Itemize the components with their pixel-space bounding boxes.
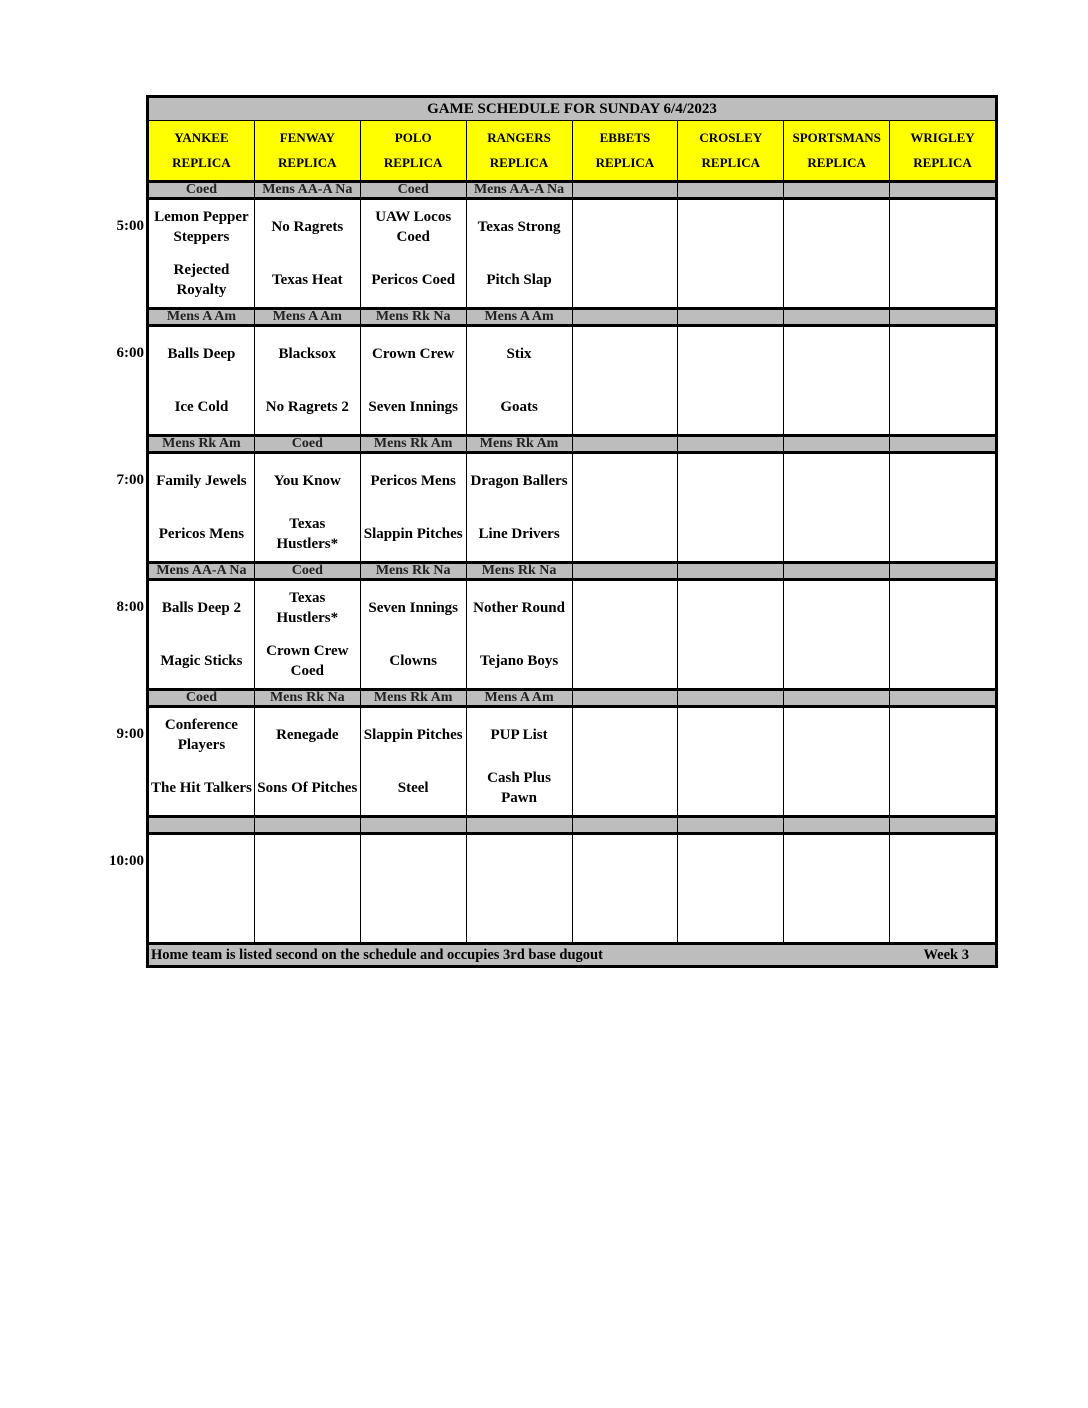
home-team xyxy=(784,508,889,562)
division-label xyxy=(678,564,784,578)
division-label xyxy=(573,818,679,832)
venue-name: YANKEE xyxy=(174,129,229,145)
division-row xyxy=(146,437,998,454)
division-label: Mens A Am xyxy=(255,310,361,324)
away-team xyxy=(678,581,783,635)
game-cell xyxy=(784,708,890,815)
home-team xyxy=(784,254,889,308)
game-cell xyxy=(678,200,784,307)
game-cell xyxy=(573,327,679,434)
game-cell xyxy=(467,835,573,942)
home-team xyxy=(573,762,678,816)
away-team xyxy=(890,835,995,889)
game-row xyxy=(116,327,998,437)
away-team xyxy=(467,835,572,889)
division-label: Mens Rk Am xyxy=(361,691,467,705)
home-team xyxy=(573,508,678,562)
division-label: Coed xyxy=(149,691,255,705)
game-cell xyxy=(678,835,784,942)
division-label xyxy=(678,310,784,324)
home-team: Tejano Boys xyxy=(479,653,559,670)
division-label xyxy=(678,183,784,197)
division-label xyxy=(784,564,890,578)
venue-header xyxy=(149,121,255,183)
home-team: Goats xyxy=(500,399,538,416)
venue-header xyxy=(573,121,679,183)
away-team: Seven Innings xyxy=(368,599,458,616)
division-label: Coed xyxy=(149,183,255,197)
division-label xyxy=(678,437,784,451)
away-team xyxy=(678,454,783,508)
away-team xyxy=(784,200,889,254)
game-cell xyxy=(361,200,467,307)
venue-subtitle: REPLICA xyxy=(807,155,866,171)
division-label xyxy=(890,691,995,705)
division-label: Coed xyxy=(361,183,467,197)
game-cell xyxy=(149,200,255,307)
home-team: Texas Hustlers* xyxy=(276,516,339,553)
division-row xyxy=(146,183,998,200)
away-team: Texas Strong xyxy=(477,218,561,235)
division-row xyxy=(146,818,998,835)
division-label: Mens Rk Na xyxy=(361,310,467,324)
division-label xyxy=(467,818,573,832)
away-team xyxy=(573,708,678,762)
division-row xyxy=(146,310,998,327)
home-team xyxy=(678,762,783,816)
division-label: Mens AA-A Na xyxy=(149,564,255,578)
division-label: Mens Rk Am xyxy=(467,437,573,451)
away-team xyxy=(678,200,783,254)
away-team: Pericos Mens xyxy=(370,472,456,489)
division-label xyxy=(573,564,679,578)
away-team xyxy=(890,708,995,762)
home-team xyxy=(784,762,889,816)
division-label xyxy=(678,691,784,705)
away-team: Renegade xyxy=(276,726,339,743)
week-label: Week 3 xyxy=(923,946,969,963)
venue-header-row xyxy=(146,121,998,183)
away-team: UAW Locos Coed xyxy=(375,208,452,245)
division-label xyxy=(255,818,361,832)
game-cell xyxy=(361,581,467,688)
away-team: Blacksox xyxy=(278,345,337,362)
venue-subtitle: REPLICA xyxy=(913,155,972,171)
venue-header xyxy=(890,121,995,183)
home-team: Clowns xyxy=(389,653,437,670)
away-team: Slappin Pitches xyxy=(363,726,463,743)
home-team xyxy=(255,889,360,943)
venue-subtitle: REPLICA xyxy=(595,155,655,171)
game-cell xyxy=(255,454,361,561)
venue-name: SPORTSMANS xyxy=(792,129,881,145)
home-team: Pitch Slap xyxy=(486,272,552,289)
time-label: 7:00 xyxy=(116,472,144,488)
division-label: Coed xyxy=(255,564,361,578)
game-cell xyxy=(467,327,573,434)
division-label xyxy=(573,691,679,705)
division-row xyxy=(146,691,998,708)
game-cell xyxy=(678,327,784,434)
home-team: Steel xyxy=(397,780,429,797)
home-team: Crown Crew Coed xyxy=(266,643,349,680)
venue-subtitle: REPLICA xyxy=(701,155,761,171)
game-row xyxy=(116,581,998,691)
division-label xyxy=(573,183,679,197)
home-team xyxy=(678,889,783,943)
away-team xyxy=(573,835,678,889)
venue-name: POLO xyxy=(394,129,432,145)
venue-header xyxy=(255,121,361,183)
time-label: 9:00 xyxy=(116,726,144,742)
time-label: 5:00 xyxy=(116,218,144,234)
game-cell xyxy=(890,200,995,307)
venue-name: EBBETS xyxy=(599,129,651,145)
home-team: Pericos Mens xyxy=(158,526,245,543)
game-cell xyxy=(784,835,890,942)
away-team xyxy=(573,200,678,254)
division-label xyxy=(890,183,995,197)
away-team xyxy=(784,708,889,762)
division-label xyxy=(784,437,890,451)
division-label xyxy=(573,310,679,324)
home-team: Line Drivers xyxy=(478,526,560,543)
home-team xyxy=(678,381,783,435)
home-team: The Hit Talkers xyxy=(151,780,252,797)
away-team xyxy=(890,200,995,254)
game-cell xyxy=(890,454,995,561)
game-cell xyxy=(255,200,361,307)
away-team: Conference Players xyxy=(164,716,238,753)
schedule-sheet xyxy=(109,95,998,968)
away-team: Balls Deep 2 xyxy=(161,599,242,616)
game-cell xyxy=(361,454,467,561)
division-label xyxy=(784,310,890,324)
away-team: Balls Deep xyxy=(167,345,236,362)
time-label: 8:00 xyxy=(116,599,144,615)
game-cell xyxy=(361,708,467,815)
away-team: Texas Hustlers* xyxy=(276,589,339,626)
game-cell xyxy=(467,454,573,561)
game-cell xyxy=(149,327,255,434)
home-team xyxy=(361,889,466,943)
division-label xyxy=(784,183,890,197)
game-cell xyxy=(678,454,784,561)
schedule-footer xyxy=(146,945,998,968)
away-team: Nother Round xyxy=(473,599,565,616)
away-team: You Know xyxy=(273,472,341,489)
schedule-title: GAME SCHEDULE FOR SUNDAY 6/4/2023 xyxy=(146,95,998,121)
home-team xyxy=(467,889,572,943)
away-team xyxy=(784,454,889,508)
game-cell xyxy=(255,327,361,434)
division-row xyxy=(146,564,998,581)
home-team: Seven Innings xyxy=(368,399,458,416)
away-team xyxy=(890,454,995,508)
away-team xyxy=(573,581,678,635)
game-row xyxy=(109,835,998,945)
home-team xyxy=(784,381,889,435)
away-team xyxy=(149,835,254,889)
venue-subtitle: REPLICA xyxy=(278,155,337,171)
home-team xyxy=(573,889,678,943)
venue-header xyxy=(784,121,890,183)
division-label: Mens Rk Am xyxy=(361,437,467,451)
home-team xyxy=(890,254,995,308)
home-team xyxy=(890,508,995,562)
division-label xyxy=(890,437,995,451)
game-cell xyxy=(890,835,995,942)
away-team: Family Jewels xyxy=(156,472,247,489)
game-cell xyxy=(149,454,255,561)
game-cell xyxy=(255,581,361,688)
division-label: Mens AA-A Na xyxy=(255,183,361,197)
venue-name: RANGERS xyxy=(487,129,551,145)
game-cell xyxy=(678,708,784,815)
home-team xyxy=(890,762,995,816)
division-label: Mens Rk Na xyxy=(255,691,361,705)
home-team: Rejected Royalty xyxy=(173,262,230,299)
game-cell xyxy=(573,454,679,561)
home-team xyxy=(678,635,783,689)
home-team: Magic Sticks xyxy=(160,653,243,670)
away-team xyxy=(678,835,783,889)
venue-header xyxy=(361,121,467,183)
away-team xyxy=(255,835,360,889)
division-label xyxy=(149,818,255,832)
game-cell xyxy=(361,835,467,942)
away-team xyxy=(678,708,783,762)
schedule-body xyxy=(109,183,998,945)
game-cell xyxy=(255,708,361,815)
home-team xyxy=(573,381,678,435)
division-label: Mens A Am xyxy=(467,310,573,324)
away-team xyxy=(784,327,889,381)
away-team xyxy=(361,835,466,889)
home-team xyxy=(784,635,889,689)
game-cell xyxy=(890,708,995,815)
home-team-note: Home team is listed second on the schedule and occupies 3rd base dugout xyxy=(151,946,603,963)
home-team xyxy=(890,889,995,943)
division-label: Coed xyxy=(255,437,361,451)
game-cell xyxy=(573,835,679,942)
game-row xyxy=(116,454,998,564)
game-cell xyxy=(573,200,679,307)
home-team xyxy=(573,254,678,308)
division-label xyxy=(678,818,784,832)
division-label xyxy=(890,310,995,324)
home-team xyxy=(678,508,783,562)
away-team xyxy=(890,327,995,381)
venue-name: WRIGLEY xyxy=(910,129,975,145)
venue-subtitle: REPLICA xyxy=(383,155,443,171)
home-team xyxy=(784,889,889,943)
venue-name: FENWAY xyxy=(279,129,335,145)
game-cell xyxy=(678,581,784,688)
away-team: PUP List xyxy=(490,726,548,743)
game-cell xyxy=(149,835,255,942)
game-cell xyxy=(890,327,995,434)
division-label: Mens A Am xyxy=(467,691,573,705)
venue-name: CROSLEY xyxy=(699,129,763,145)
venue-header xyxy=(467,121,573,183)
game-cell xyxy=(149,581,255,688)
game-cell xyxy=(361,327,467,434)
game-cell xyxy=(784,581,890,688)
game-cell xyxy=(467,708,573,815)
venue-header xyxy=(678,121,784,183)
home-team: No Ragrets 2 xyxy=(265,399,349,416)
division-label: Mens A Am xyxy=(149,310,255,324)
away-team: Crown Crew xyxy=(372,345,455,362)
home-team: Texas Heat xyxy=(271,272,343,289)
home-team xyxy=(678,254,783,308)
game-row xyxy=(116,200,998,310)
division-label xyxy=(361,818,467,832)
away-team xyxy=(890,581,995,635)
away-team: No Ragrets xyxy=(271,218,344,235)
venue-subtitle: REPLICA xyxy=(172,155,231,171)
home-team: Pericos Coed xyxy=(371,272,456,289)
away-team xyxy=(573,454,678,508)
home-team: Ice Cold xyxy=(174,399,229,416)
division-label: Mens Rk Am xyxy=(149,437,255,451)
division-label xyxy=(784,691,890,705)
away-team xyxy=(678,327,783,381)
division-label: Mens AA-A Na xyxy=(467,183,573,197)
division-label xyxy=(573,437,679,451)
game-cell xyxy=(255,835,361,942)
game-cell xyxy=(573,581,679,688)
away-team xyxy=(784,835,889,889)
away-team xyxy=(573,327,678,381)
division-label xyxy=(784,818,890,832)
game-cell xyxy=(149,708,255,815)
game-cell xyxy=(573,708,679,815)
time-label: 10:00 xyxy=(109,853,144,869)
game-cell xyxy=(784,454,890,561)
away-team xyxy=(784,581,889,635)
time-label: 6:00 xyxy=(116,345,144,361)
home-team xyxy=(149,889,254,943)
home-team xyxy=(573,635,678,689)
home-team xyxy=(890,381,995,435)
game-cell xyxy=(784,200,890,307)
venue-subtitle: REPLICA xyxy=(489,155,549,171)
away-team: Dragon Ballers xyxy=(470,472,568,489)
home-team: Cash Plus Pawn xyxy=(487,770,551,807)
home-team xyxy=(890,635,995,689)
division-label: Mens Rk Na xyxy=(467,564,573,578)
division-label xyxy=(890,564,995,578)
game-cell xyxy=(890,581,995,688)
division-label: Mens Rk Na xyxy=(361,564,467,578)
game-cell xyxy=(467,200,573,307)
game-cell xyxy=(467,581,573,688)
division-label xyxy=(890,818,995,832)
home-team: Sons Of Pitches xyxy=(257,780,358,797)
game-cell xyxy=(784,327,890,434)
home-team: Slappin Pitches xyxy=(363,526,463,543)
away-team: Lemon Pepper Steppers xyxy=(154,208,249,245)
game-row xyxy=(116,708,998,818)
away-team: Stix xyxy=(506,345,532,362)
